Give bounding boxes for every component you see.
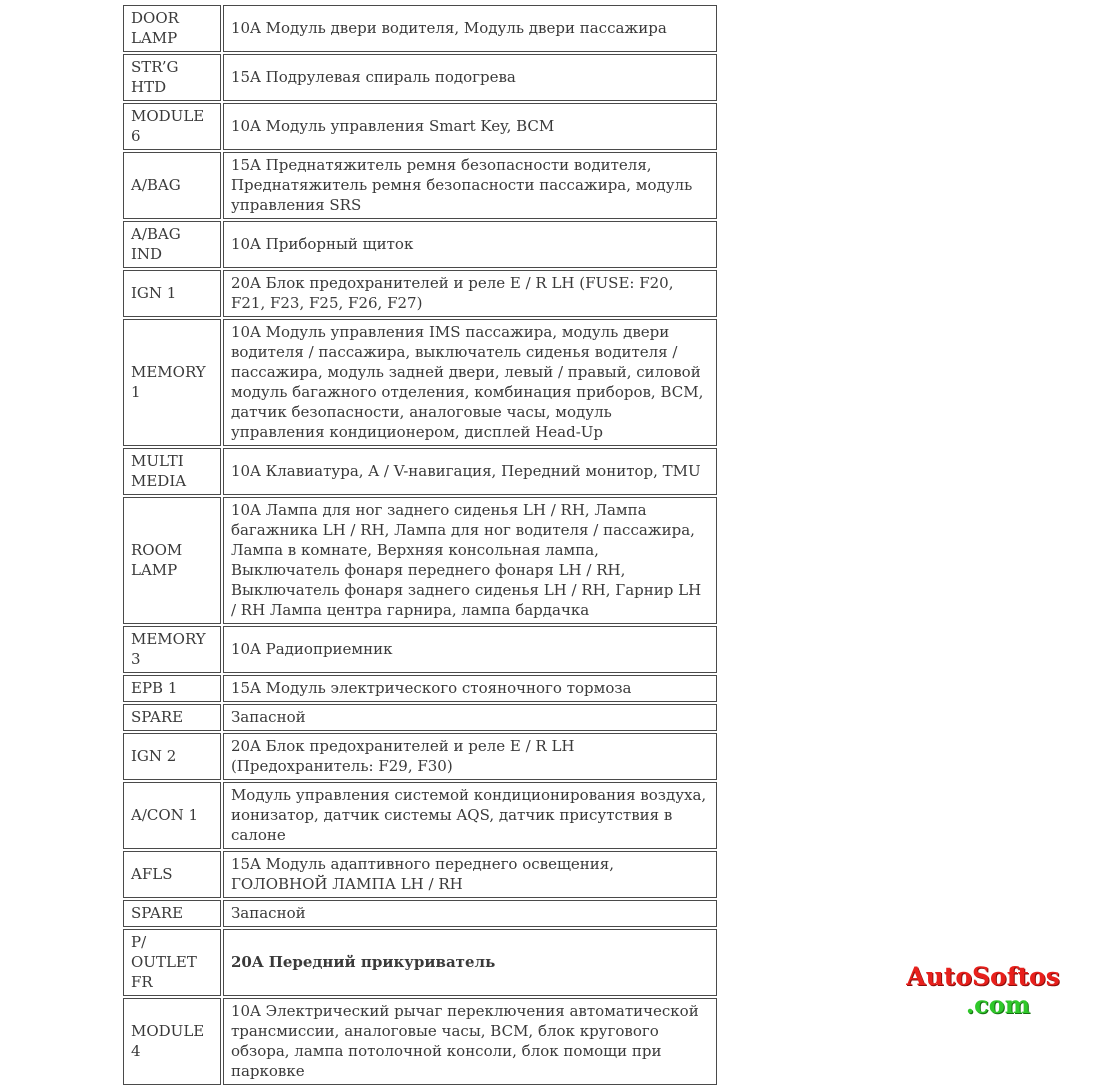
watermark-brand: AutoSoftos	[906, 962, 1060, 991]
table-row	[123, 733, 717, 780]
fuse-name-cell: MODULE 4	[123, 998, 221, 1085]
table-row	[123, 998, 717, 1085]
table-row	[123, 221, 717, 268]
fuse-name-cell: SPARE	[123, 704, 221, 731]
fuse-name-cell: MEMORY 3	[123, 626, 221, 673]
table-row	[123, 851, 717, 898]
table-row	[123, 675, 717, 702]
fuse-description-cell: 15A Модуль адаптивного переднего освещения, ГОЛОВНОЙ ЛАМПА LH / RH	[223, 851, 717, 898]
table-row	[123, 900, 717, 927]
fuse-name-cell: AFLS	[123, 851, 221, 898]
table-row	[123, 626, 717, 673]
fuse-name-cell: ROOM LAMP	[123, 497, 221, 624]
table-row	[123, 270, 717, 317]
table-row	[123, 5, 717, 52]
table-row	[123, 497, 717, 624]
fuse-name-cell: MEMORY 1	[123, 319, 221, 446]
fuse-description-cell: Запасной	[223, 704, 717, 731]
table-row	[123, 929, 717, 996]
fuse-description-cell: 20A Передний прикуриватель	[223, 929, 717, 996]
fuse-name-cell: P/ OUTLET FR	[123, 929, 221, 996]
fuse-name-cell: IGN 2	[123, 733, 221, 780]
fuse-name-cell: EPB 1	[123, 675, 221, 702]
fuse-description-cell: 20A Блок предохранителей и реле E / R LH (FUSE: F20, F21, F23, F25, F26, F27)	[223, 270, 717, 317]
fuse-name-cell: MODULE 6	[123, 103, 221, 150]
fuse-description-cell: 10A Модуль управления Smart Key, BCM	[223, 103, 717, 150]
fuse-name-cell: A/BAG	[123, 152, 221, 219]
fuse-name-cell: IGN 1	[123, 270, 221, 317]
table-row	[123, 319, 717, 446]
fuse-name-cell: A/BAG IND	[123, 221, 221, 268]
table-row	[123, 152, 717, 219]
fuse-description-cell: 15A Подрулевая спираль подогрева	[223, 54, 717, 101]
fuse-table	[121, 3, 719, 1087]
fuse-description-cell: 10A Клавиатура, A / V-навигация, Передний монитор, TMU	[223, 448, 717, 495]
fuse-description-cell: 10A Радиоприемник	[223, 626, 717, 673]
fuse-description-cell: 20A Блок предохранителей и реле E / R LH (Предохранитель: F29, F30)	[223, 733, 717, 780]
fuse-description-cell: 10A Модуль двери водителя, Модуль двери пассажира	[223, 5, 717, 52]
fuse-description-cell: 15A Модуль электрического стояночного тормоза	[223, 675, 717, 702]
fuse-name-cell: A/CON 1	[123, 782, 221, 849]
fuse-description-cell: Модуль управления системой кондиционирования воздуха, ионизатор, датчик системы AQS, датчик присутствия в салоне	[223, 782, 717, 849]
site-watermark	[888, 962, 1078, 1018]
table-row	[123, 704, 717, 731]
table-row	[123, 448, 717, 495]
fuse-description-cell: Запасной	[223, 900, 717, 927]
table-row	[123, 54, 717, 101]
fuse-name-cell: DOOR LAMP	[123, 5, 221, 52]
table-row	[123, 782, 717, 849]
watermark-domain: .com	[965, 990, 1031, 1019]
fuse-name-cell: SPARE	[123, 900, 221, 927]
fuse-name-cell: MULTI MEDIA	[123, 448, 221, 495]
fuse-description-cell: 10A Электрический рычаг переключения автоматической трансмиссии, аналоговые часы, BCM, блок кругового обзора, лампа потолочной консоли, блок помощи при парковке	[223, 998, 717, 1085]
table-row	[123, 103, 717, 150]
fuse-name-cell: STR’G HTD	[123, 54, 221, 101]
fuse-description-cell: 10A Модуль управления IMS пассажира, модуль двери водителя / пассажира, выключатель сиденья водителя / пассажира, модуль задней двери, левый / правый, силовой модуль багажного отделения, комбинация приборов, BCM, датчик безопасности, аналоговые часы, модуль управления кондиционером, дисплей Head-Up	[223, 319, 717, 446]
fuse-description-cell: 10A Лампа для ног заднего сиденья LH / RH, Лампа багажника LH / RH, Лампа для ног водителя / пассажира, Лампа в комнате, Верхняя консольная лампа, Выключатель фонаря переднего фонаря LH / RH, Выключатель фонаря заднего сиденья LH / RH, Гарнир LH / RH Лампа центра гарнира, лампа бардачка	[223, 497, 717, 624]
fuse-description-cell: 10A Приборный щиток	[223, 221, 717, 268]
fuse-description-cell: 15A Преднатяжитель ремня безопасности водителя, Преднатяжитель ремня безопасности пассажира, модуль управления SRS	[223, 152, 717, 219]
